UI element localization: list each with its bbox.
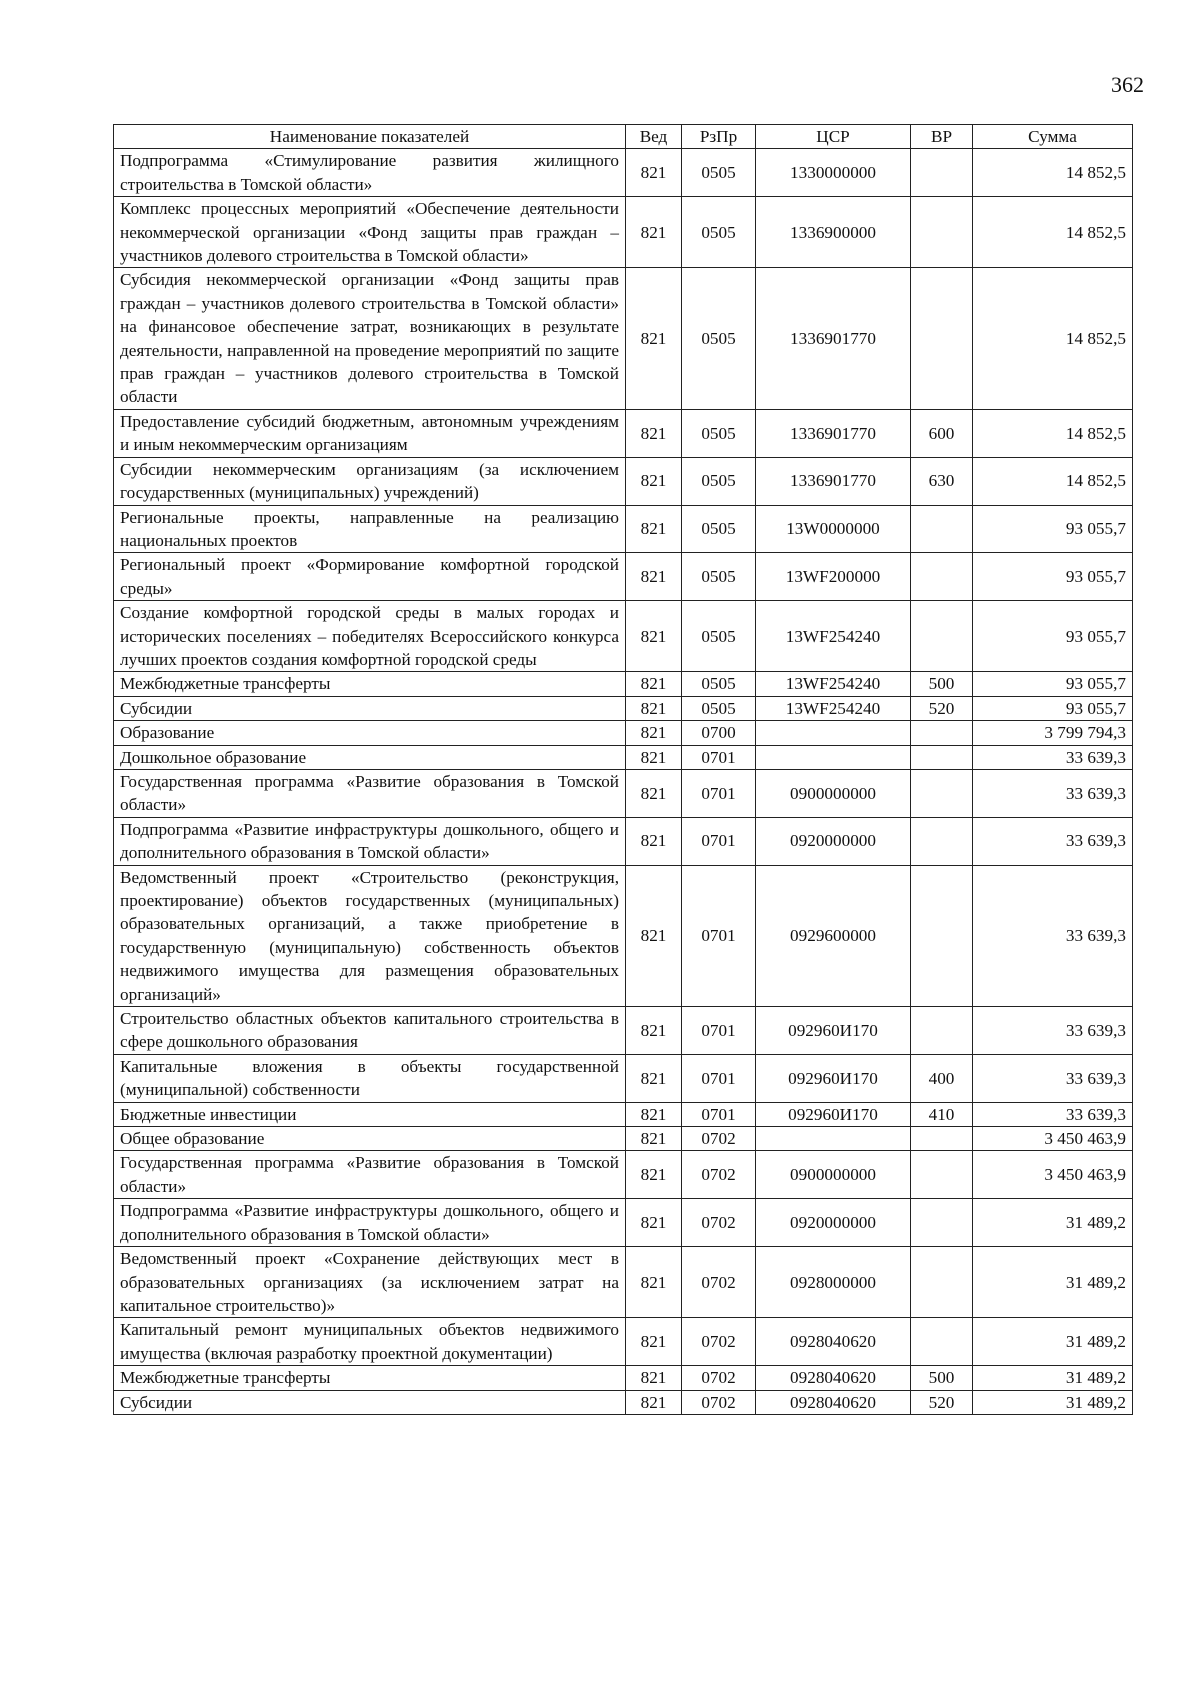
- cell-csr: 0900000000: [756, 769, 911, 817]
- cell-sum: 33 639,3: [973, 865, 1133, 1006]
- cell-csr: 0928040620: [756, 1366, 911, 1390]
- table-row: [114, 197, 1133, 268]
- table-row: [114, 745, 1133, 769]
- cell-sum: 14 852,5: [973, 268, 1133, 409]
- cell-vr: 520: [911, 1390, 973, 1414]
- cell-rzpr: 0701: [682, 769, 756, 817]
- cell-rzpr: 0505: [682, 672, 756, 696]
- cell-rzpr: 0505: [682, 553, 756, 601]
- cell-rzpr: 0701: [682, 865, 756, 1006]
- cell-csr: 0928040620: [756, 1318, 911, 1366]
- cell-ved: 821: [626, 149, 682, 197]
- cell-rzpr: 0701: [682, 1102, 756, 1126]
- cell-ved: 821: [626, 553, 682, 601]
- cell-rzpr: 0702: [682, 1366, 756, 1390]
- table-row: [114, 1366, 1133, 1390]
- cell-vr: 400: [911, 1054, 973, 1102]
- cell-sum: 3 450 463,9: [973, 1151, 1133, 1199]
- cell-vr: [911, 505, 973, 553]
- cell-sum: 93 055,7: [973, 601, 1133, 672]
- cell-vr: [911, 1199, 973, 1247]
- cell-vr: 500: [911, 1366, 973, 1390]
- cell-name: Ведомственный проект «Сохранение действующих мест в образовательных организациях (за исключением затрат на капитальное строительство)»: [114, 1247, 626, 1318]
- cell-ved: 821: [626, 457, 682, 505]
- cell-rzpr: 0700: [682, 721, 756, 745]
- table-row: [114, 1390, 1133, 1414]
- cell-vr: [911, 865, 973, 1006]
- header-sum: Сумма: [973, 125, 1133, 149]
- cell-ved: 821: [626, 769, 682, 817]
- table-row: [114, 1199, 1133, 1247]
- cell-sum: 33 639,3: [973, 1054, 1133, 1102]
- cell-name: Общее образование: [114, 1127, 626, 1151]
- table-header: [114, 125, 1133, 149]
- cell-vr: [911, 149, 973, 197]
- cell-rzpr: 0701: [682, 1054, 756, 1102]
- cell-ved: 821: [626, 865, 682, 1006]
- cell-sum: 93 055,7: [973, 505, 1133, 553]
- cell-csr: 092960И170: [756, 1054, 911, 1102]
- table-row: [114, 149, 1133, 197]
- cell-vr: [911, 745, 973, 769]
- cell-sum: 93 055,7: [973, 696, 1133, 720]
- header-row: [114, 125, 1133, 149]
- budget-table: [113, 124, 1133, 1415]
- cell-sum: 14 852,5: [973, 457, 1133, 505]
- cell-rzpr: 0505: [682, 601, 756, 672]
- cell-name: Региональные проекты, направленные на реализацию национальных проектов: [114, 505, 626, 553]
- cell-rzpr: 0701: [682, 745, 756, 769]
- cell-rzpr: 0702: [682, 1390, 756, 1414]
- cell-csr: 0928000000: [756, 1247, 911, 1318]
- cell-vr: [911, 1127, 973, 1151]
- cell-name: Субсидии: [114, 1390, 626, 1414]
- cell-sum: 14 852,5: [973, 197, 1133, 268]
- cell-sum: 31 489,2: [973, 1247, 1133, 1318]
- table-row: [114, 553, 1133, 601]
- cell-name: Бюджетные инвестиции: [114, 1102, 626, 1126]
- cell-vr: [911, 1247, 973, 1318]
- cell-vr: [911, 769, 973, 817]
- table-body: [114, 149, 1133, 1415]
- cell-rzpr: 0505: [682, 457, 756, 505]
- table-row: [114, 409, 1133, 457]
- cell-ved: 821: [626, 1247, 682, 1318]
- cell-csr: 13WF254240: [756, 696, 911, 720]
- header-ved: Вед: [626, 125, 682, 149]
- cell-ved: 821: [626, 1127, 682, 1151]
- cell-name: Подпрограмма «Развитие инфраструктуры дошкольного, общего и дополнительного образования в Томской области»: [114, 817, 626, 865]
- cell-ved: 821: [626, 1318, 682, 1366]
- cell-ved: 821: [626, 197, 682, 268]
- cell-sum: 33 639,3: [973, 745, 1133, 769]
- cell-vr: [911, 721, 973, 745]
- cell-sum: 31 489,2: [973, 1390, 1133, 1414]
- cell-name: Дошкольное образование: [114, 745, 626, 769]
- cell-rzpr: 0505: [682, 409, 756, 457]
- table-row: [114, 672, 1133, 696]
- cell-csr: 0929600000: [756, 865, 911, 1006]
- table-row: [114, 1318, 1133, 1366]
- cell-name: Капитальный ремонт муниципальных объектов недвижимого имущества (включая разработку проектной документации): [114, 1318, 626, 1366]
- cell-rzpr: 0702: [682, 1199, 756, 1247]
- cell-vr: [911, 817, 973, 865]
- cell-name: Предоставление субсидий бюджетным, автономным учреждениям и иным некоммерческим организациям: [114, 409, 626, 457]
- cell-sum: 3 450 463,9: [973, 1127, 1133, 1151]
- table-row: [114, 601, 1133, 672]
- cell-rzpr: 0701: [682, 1007, 756, 1055]
- cell-ved: 821: [626, 409, 682, 457]
- cell-vr: [911, 553, 973, 601]
- cell-sum: 33 639,3: [973, 769, 1133, 817]
- cell-sum: 14 852,5: [973, 149, 1133, 197]
- cell-csr: 13W0000000: [756, 505, 911, 553]
- cell-name: Капитальные вложения в объекты государственной (муниципальной) собственности: [114, 1054, 626, 1102]
- cell-ved: 821: [626, 672, 682, 696]
- cell-sum: 33 639,3: [973, 1102, 1133, 1126]
- cell-rzpr: 0702: [682, 1318, 756, 1366]
- cell-csr: 1336901770: [756, 457, 911, 505]
- cell-csr: [756, 721, 911, 745]
- cell-ved: 821: [626, 1102, 682, 1126]
- cell-ved: 821: [626, 1054, 682, 1102]
- cell-rzpr: 0701: [682, 817, 756, 865]
- cell-sum: 33 639,3: [973, 817, 1133, 865]
- header-rzpr: РзПр: [682, 125, 756, 149]
- table-row: [114, 865, 1133, 1006]
- cell-name: Строительство областных объектов капитального строительства в сфере дошкольного образования: [114, 1007, 626, 1055]
- cell-name: Субсидии некоммерческим организациям (за исключением государственных (муниципальных) учреждений): [114, 457, 626, 505]
- cell-ved: 821: [626, 1366, 682, 1390]
- cell-rzpr: 0702: [682, 1151, 756, 1199]
- cell-vr: [911, 1007, 973, 1055]
- cell-ved: 821: [626, 696, 682, 720]
- header-name: Наименование показателей: [114, 125, 626, 149]
- cell-ved: 821: [626, 817, 682, 865]
- table-row: [114, 505, 1133, 553]
- cell-name: Подпрограмма «Развитие инфраструктуры дошкольного, общего и дополнительного образования в Томской области»: [114, 1199, 626, 1247]
- cell-rzpr: 0505: [682, 149, 756, 197]
- cell-csr: 13WF254240: [756, 601, 911, 672]
- cell-csr: 0920000000: [756, 817, 911, 865]
- cell-ved: 821: [626, 505, 682, 553]
- cell-csr: 1336901770: [756, 409, 911, 457]
- cell-name: Создание комфортной городской среды в малых городах и исторических поселениях – победителях Всероссийского конкурса лучших проектов создания комфортной городской среды: [114, 601, 626, 672]
- cell-ved: 821: [626, 721, 682, 745]
- cell-ved: 821: [626, 1007, 682, 1055]
- table-row: [114, 769, 1133, 817]
- cell-vr: 410: [911, 1102, 973, 1126]
- cell-vr: [911, 1151, 973, 1199]
- cell-name: Межбюджетные трансферты: [114, 1366, 626, 1390]
- cell-name: Комплекс процессных мероприятий «Обеспечение деятельности некоммерческой организации «Фонд защиты прав граждан – участников долевого строительства в Томской области»: [114, 197, 626, 268]
- cell-csr: 0928040620: [756, 1390, 911, 1414]
- cell-csr: 092960И170: [756, 1007, 911, 1055]
- table-row: [114, 1054, 1133, 1102]
- cell-name: Субсидия некоммерческой организации «Фонд защиты прав граждан – участников долевого строительства в Томской области» на финансовое обеспечение затрат, возникающих в результате деятельности, направленной на проведение мероприятий по защите прав граждан – участников долевого строительства в Томской области: [114, 268, 626, 409]
- header-vr: ВР: [911, 125, 973, 149]
- cell-rzpr: 0505: [682, 505, 756, 553]
- cell-vr: 500: [911, 672, 973, 696]
- cell-ved: 821: [626, 601, 682, 672]
- cell-vr: [911, 601, 973, 672]
- cell-vr: [911, 1318, 973, 1366]
- table-row: [114, 721, 1133, 745]
- cell-sum: 93 055,7: [973, 672, 1133, 696]
- cell-name: Образование: [114, 721, 626, 745]
- table-row: [114, 1151, 1133, 1199]
- cell-ved: 821: [626, 745, 682, 769]
- table-row: [114, 268, 1133, 409]
- page-number: 362: [1111, 72, 1144, 97]
- cell-csr: 092960И170: [756, 1102, 911, 1126]
- table-row: [114, 1247, 1133, 1318]
- cell-ved: 821: [626, 1199, 682, 1247]
- cell-vr: 520: [911, 696, 973, 720]
- table-row: [114, 1007, 1133, 1055]
- cell-rzpr: 0702: [682, 1127, 756, 1151]
- cell-name: Ведомственный проект «Строительство (реконструкция, проектирование) объектов государственных (муниципальных) образовательных организаций, а также приобретение в государственную (муниципальную) собственность объектов недвижимого имущества для размещения образовательных организаций»: [114, 865, 626, 1006]
- cell-ved: 821: [626, 1151, 682, 1199]
- header-csr: ЦСР: [756, 125, 911, 149]
- cell-name: Субсидии: [114, 696, 626, 720]
- cell-csr: 13WF200000: [756, 553, 911, 601]
- cell-csr: 1336900000: [756, 197, 911, 268]
- cell-sum: 93 055,7: [973, 553, 1133, 601]
- cell-vr: [911, 197, 973, 268]
- cell-sum: 31 489,2: [973, 1318, 1133, 1366]
- cell-rzpr: 0702: [682, 1247, 756, 1318]
- cell-sum: 31 489,2: [973, 1199, 1133, 1247]
- cell-rzpr: 0505: [682, 197, 756, 268]
- cell-csr: 0920000000: [756, 1199, 911, 1247]
- table-row: [114, 1127, 1133, 1151]
- cell-csr: [756, 1127, 911, 1151]
- cell-sum: 33 639,3: [973, 1007, 1133, 1055]
- cell-ved: 821: [626, 1390, 682, 1414]
- cell-sum: 3 799 794,3: [973, 721, 1133, 745]
- cell-vr: 630: [911, 457, 973, 505]
- cell-csr: 13WF254240: [756, 672, 911, 696]
- cell-name: Государственная программа «Развитие образования в Томской области»: [114, 1151, 626, 1199]
- cell-sum: 14 852,5: [973, 409, 1133, 457]
- cell-name: Региональный проект «Формирование комфортной городской среды»: [114, 553, 626, 601]
- cell-vr: 600: [911, 409, 973, 457]
- cell-rzpr: 0505: [682, 268, 756, 409]
- table-row: [114, 457, 1133, 505]
- cell-csr: [756, 745, 911, 769]
- table-row: [114, 1102, 1133, 1126]
- cell-ved: 821: [626, 268, 682, 409]
- cell-csr: 1330000000: [756, 149, 911, 197]
- cell-name: Государственная программа «Развитие образования в Томской области»: [114, 769, 626, 817]
- table-row: [114, 817, 1133, 865]
- cell-vr: [911, 268, 973, 409]
- table-row: [114, 696, 1133, 720]
- cell-name: Подпрограмма «Стимулирование развития жилищного строительства в Томской области»: [114, 149, 626, 197]
- cell-csr: 1336901770: [756, 268, 911, 409]
- cell-csr: 0900000000: [756, 1151, 911, 1199]
- cell-sum: 31 489,2: [973, 1366, 1133, 1390]
- cell-rzpr: 0505: [682, 696, 756, 720]
- cell-name: Межбюджетные трансферты: [114, 672, 626, 696]
